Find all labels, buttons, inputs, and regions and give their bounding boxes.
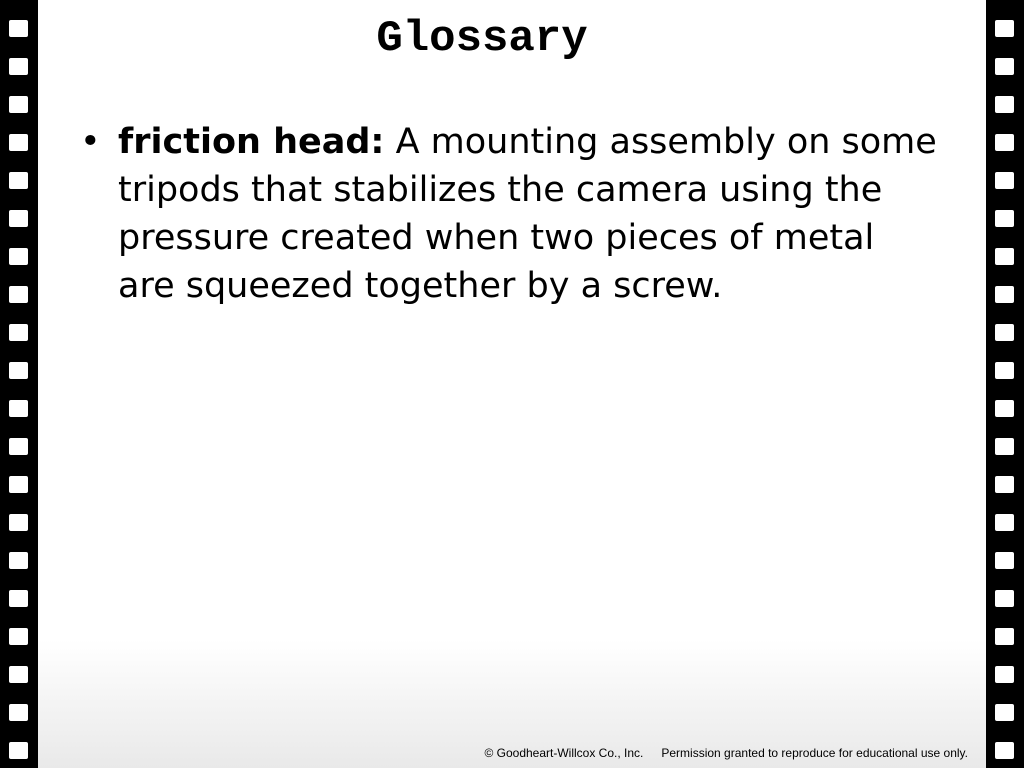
film-perforation xyxy=(9,666,28,683)
film-perforation xyxy=(995,248,1014,265)
film-perforation xyxy=(9,476,28,493)
film-strip-right xyxy=(986,0,1024,768)
film-strip-left xyxy=(0,0,38,768)
film-perforation xyxy=(995,666,1014,683)
film-perforation xyxy=(9,438,28,455)
film-perforation xyxy=(9,362,28,379)
film-perforation xyxy=(995,514,1014,531)
film-perforation xyxy=(9,742,28,759)
film-perforation xyxy=(9,324,28,341)
film-perforation xyxy=(9,590,28,607)
film-perforation xyxy=(995,96,1014,113)
film-perforation xyxy=(9,210,28,227)
film-perforation xyxy=(9,172,28,189)
glossary-list xyxy=(80,118,940,310)
film-perforation xyxy=(995,628,1014,645)
film-perforation xyxy=(995,704,1014,721)
film-perforation xyxy=(9,96,28,113)
film-perforation xyxy=(995,324,1014,341)
film-perforation xyxy=(9,552,28,569)
glossary-definition: A mounting assembly on some tripods that stabilizes the camera using the pressure created when two pieces of metal are squeezed together by a screw. xyxy=(118,122,937,306)
permission-text: Permission granted to reproduce for educational use only. xyxy=(661,746,968,760)
film-perforation xyxy=(995,172,1014,189)
film-perforation xyxy=(995,362,1014,379)
film-perforation xyxy=(995,134,1014,151)
film-perforation xyxy=(9,628,28,645)
film-perforation xyxy=(995,742,1014,759)
glossary-entry-text xyxy=(118,118,940,310)
film-perforation xyxy=(9,400,28,417)
film-perforation xyxy=(995,58,1014,75)
glossary-term: friction head: xyxy=(118,122,385,162)
film-perforation xyxy=(9,514,28,531)
bullet: • xyxy=(80,122,101,162)
film-perforation xyxy=(9,704,28,721)
film-perforation xyxy=(995,20,1014,37)
glossary-entry xyxy=(80,118,940,310)
film-perforation xyxy=(9,248,28,265)
film-perforation xyxy=(995,286,1014,303)
film-perforation xyxy=(995,590,1014,607)
footer xyxy=(484,746,968,760)
film-perforation xyxy=(9,134,28,151)
film-perforation xyxy=(995,400,1014,417)
copyright-text: © Goodheart-Willcox Co., Inc. xyxy=(484,746,644,760)
film-perforation xyxy=(995,210,1014,227)
slide-title: Glossary xyxy=(376,14,588,64)
film-perforation xyxy=(9,286,28,303)
film-perforation xyxy=(995,438,1014,455)
film-perforation xyxy=(995,552,1014,569)
film-perforation xyxy=(995,476,1014,493)
